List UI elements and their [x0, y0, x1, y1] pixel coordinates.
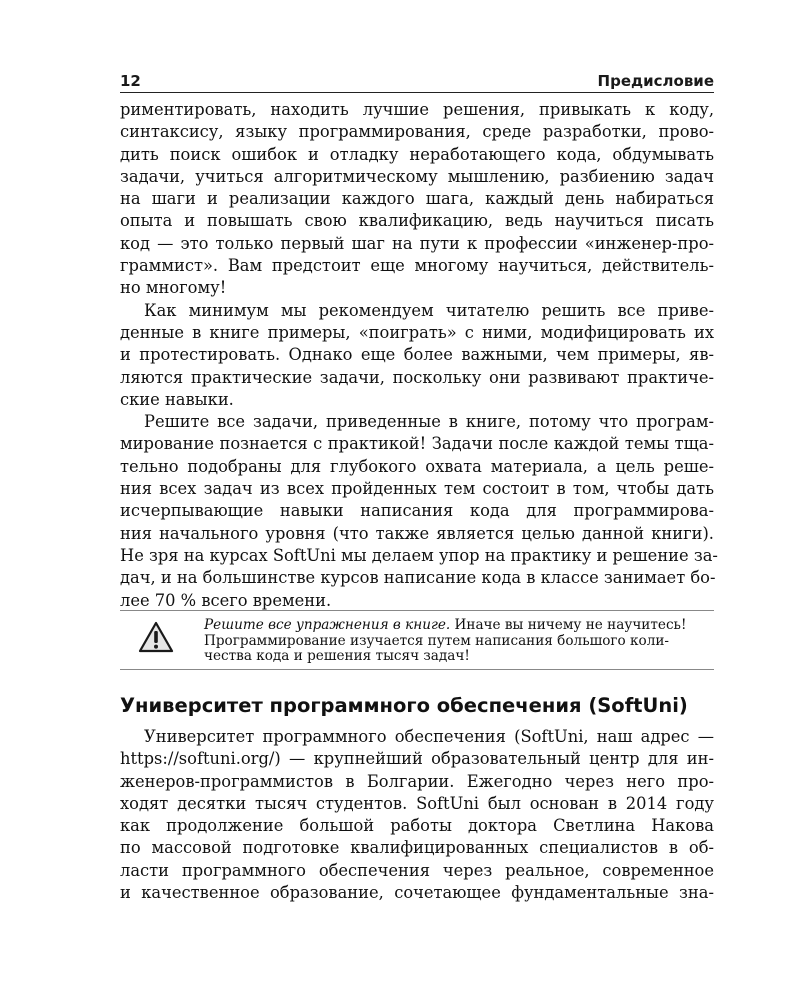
- paragraph-4: [120, 726, 714, 904]
- text-line: https://softuni.org/) — крупнейший образовательный центр для ин-: [120, 749, 714, 769]
- text-line: граммист». Вам предстоит еще многому научиться, действитель-: [120, 256, 714, 276]
- text-line: задачи, учиться алгоритмическому мышлению, разбиению задач: [120, 166, 714, 186]
- warning-line3: чества кода и решения тысяч задач!: [204, 648, 470, 664]
- text-line: женеров-программистов в Болгарии. Ежегодно через него про-: [120, 771, 714, 791]
- text-line: опыта и повышать свою квалификацию, ведь научиться писать: [120, 211, 714, 231]
- warning-emphasis: Решите все упражнения в книге.: [204, 617, 451, 633]
- warning-triangle-icon: [138, 621, 174, 653]
- section-title: Предисловие: [597, 72, 714, 90]
- text-line: синтаксису, языку программирования, среде разработки, прово-: [120, 122, 714, 142]
- paragraph-2: [120, 300, 714, 411]
- warning-line2: Программирование изучается путем написания большого коли-: [204, 632, 670, 649]
- text-line: по массовой подготовке квалифицированных специалистов в об-: [120, 838, 714, 858]
- text-line: ласти программного обеспечения через реальное, современное: [120, 860, 714, 880]
- book-page: [120, 0, 718, 1000]
- text-line: ходят десятки тысяч студентов. SoftUni был основан в 2014 году: [120, 793, 714, 813]
- text-line: код — это только первый шаг на пути к профессии «инженер-про-: [120, 233, 714, 253]
- text-line: ния всех задач из всех пройденных тем состоит в том, чтобы дать: [120, 479, 714, 499]
- text-line: но многому!: [120, 278, 227, 298]
- text-line: риментировать, находить лучшие решения, привыкать к коду,: [120, 100, 714, 119]
- text-line: ские навыки.: [120, 389, 234, 409]
- paragraph-3: [120, 411, 718, 612]
- warning-text: [204, 618, 712, 665]
- paragraph-1: [120, 99, 714, 300]
- body-text: [120, 99, 718, 612]
- text-line: лее 70 % всего времени.: [120, 590, 332, 610]
- section-heading: Университет программного обеспечения (SoftUni): [120, 694, 688, 717]
- text-line: ляются практические задачи, поскольку они развивают практиче-: [120, 367, 714, 387]
- warning-callout: [120, 610, 714, 670]
- text-line: на шаги и реализации каждого шага, каждый день набираться: [120, 189, 714, 209]
- text-line: и качественное образование, сочетающее фундаментальные зна-: [120, 883, 714, 903]
- text-line: денные в книге примеры, «поиграть» с ними, модифицировать их: [120, 322, 714, 342]
- text-line: Университет программного обеспечения (SoftUni, наш адрес —: [144, 727, 714, 746]
- text-line: дить поиск ошибок и отладку неработающего кода, обдумывать: [120, 144, 714, 164]
- text-line: Решите все задачи, приведенные в книге, потому что програм-: [144, 412, 714, 432]
- text-line: исчерпывающие навыки написания кода для программирова-: [120, 501, 714, 521]
- text-line: мирование познается с практикой! Задачи после каждой темы тща-: [120, 434, 714, 454]
- text-line: тельно подобраны для глубокого охвата материала, а цель реше-: [120, 456, 714, 476]
- page-number: 12: [120, 72, 141, 90]
- text-line: Не зря на курсах SoftUni мы делаем упор на практику и решение за-: [120, 545, 718, 565]
- text-line: как продолжение большой работы доктора Светлина Накова: [120, 816, 714, 836]
- running-header: [120, 70, 714, 93]
- text-line: дач, и на большинстве курсов написание кода в классе занимает бо-: [120, 568, 716, 588]
- warning-line1: Иначе вы ничему не научитесь!: [450, 617, 687, 633]
- text-line: и протестировать. Однако еще более важными, чем примеры, яв-: [120, 345, 714, 365]
- text-line: Как минимум мы рекомендуем читателю решить все приве-: [144, 300, 714, 320]
- text-line: ния начального уровня (что также является целью данной книги).: [120, 523, 714, 543]
